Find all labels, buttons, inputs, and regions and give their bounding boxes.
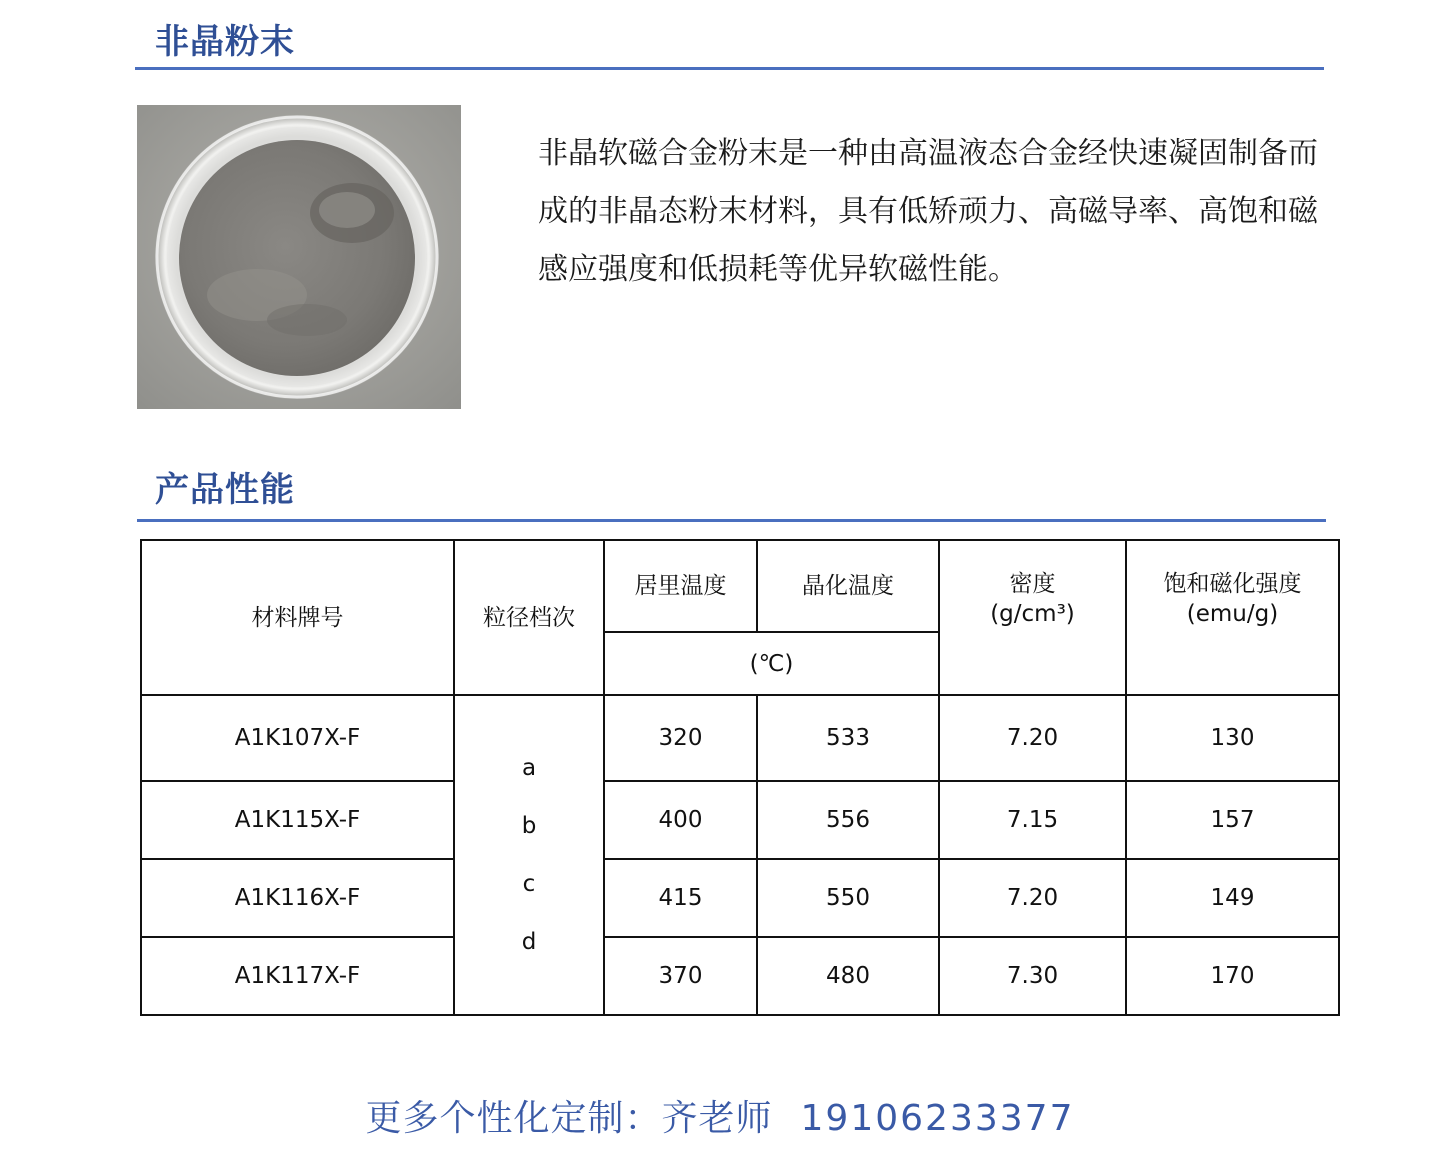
header-saturation — [1126, 540, 1339, 695]
cell-grades — [454, 695, 604, 1015]
intro-paragraph: 非晶软磁合金粉末是一种由高温液态合金经快速凝固制备而成的非晶态粉末材料，具有低矫顽力、高磁导率、高饱和磁感应强度和低损耗等优异软磁性能。 — [538, 136, 1318, 287]
grade-item: a — [521, 755, 537, 781]
header-density — [939, 540, 1126, 695]
cell-curie: 320 — [604, 695, 757, 781]
header-crystallization-temp: 晶化温度 — [757, 540, 939, 632]
footer-phone: 19106233377 — [800, 1098, 1075, 1139]
cell-saturation: 130 — [1126, 695, 1339, 781]
grade-item: d — [521, 929, 537, 955]
cell-saturation: 170 — [1126, 937, 1339, 1015]
cell-saturation: 157 — [1126, 781, 1339, 859]
table-row — [141, 859, 1339, 937]
cell-density: 7.20 — [939, 859, 1126, 937]
grade-item: b — [521, 813, 537, 839]
header-grade: 粒径档次 — [454, 540, 604, 695]
section-title-amorphous-powder: 非晶粉末 — [155, 22, 295, 62]
header-saturation-unit: (emu/g) — [1186, 601, 1279, 627]
cell-crystal: 556 — [757, 781, 939, 859]
cell-density: 7.30 — [939, 937, 1126, 1015]
product-photo — [137, 105, 461, 409]
footer-contact-text: 更多个性化定制：齐老师 — [365, 1098, 773, 1139]
grade-item: c — [522, 871, 536, 897]
header-temperature-unit: (℃) — [604, 632, 939, 695]
header-density-unit: (g/cm³) — [990, 601, 1075, 627]
properties-table — [140, 539, 1340, 1016]
header-curie-temp: 居里温度 — [604, 540, 757, 632]
table-row — [141, 781, 1339, 859]
cell-crystal: 480 — [757, 937, 939, 1015]
cell-density: 7.20 — [939, 695, 1126, 781]
cell-curie: 370 — [604, 937, 757, 1015]
footer-contact — [0, 1090, 1440, 1141]
cell-density: 7.15 — [939, 781, 1126, 859]
header-saturation-label: 饱和磁化强度 — [1163, 571, 1302, 597]
header-density-label: 密度 — [1009, 571, 1056, 597]
cell-crystal: 533 — [757, 695, 939, 781]
cell-material: A1K117X-F — [141, 937, 454, 1015]
header-material: 材料牌号 — [141, 540, 454, 695]
cell-crystal: 550 — [757, 859, 939, 937]
cell-saturation: 149 — [1126, 859, 1339, 937]
section-divider — [137, 519, 1326, 522]
cell-curie: 415 — [604, 859, 757, 937]
table-row — [141, 937, 1339, 1015]
table-row — [141, 695, 1339, 781]
section-divider — [135, 67, 1324, 70]
cell-curie: 400 — [604, 781, 757, 859]
cell-material: A1K115X-F — [141, 781, 454, 859]
cell-material: A1K107X-F — [141, 695, 454, 781]
section-title-product-performance: 产品性能 — [155, 470, 295, 510]
cell-material: A1K116X-F — [141, 859, 454, 937]
